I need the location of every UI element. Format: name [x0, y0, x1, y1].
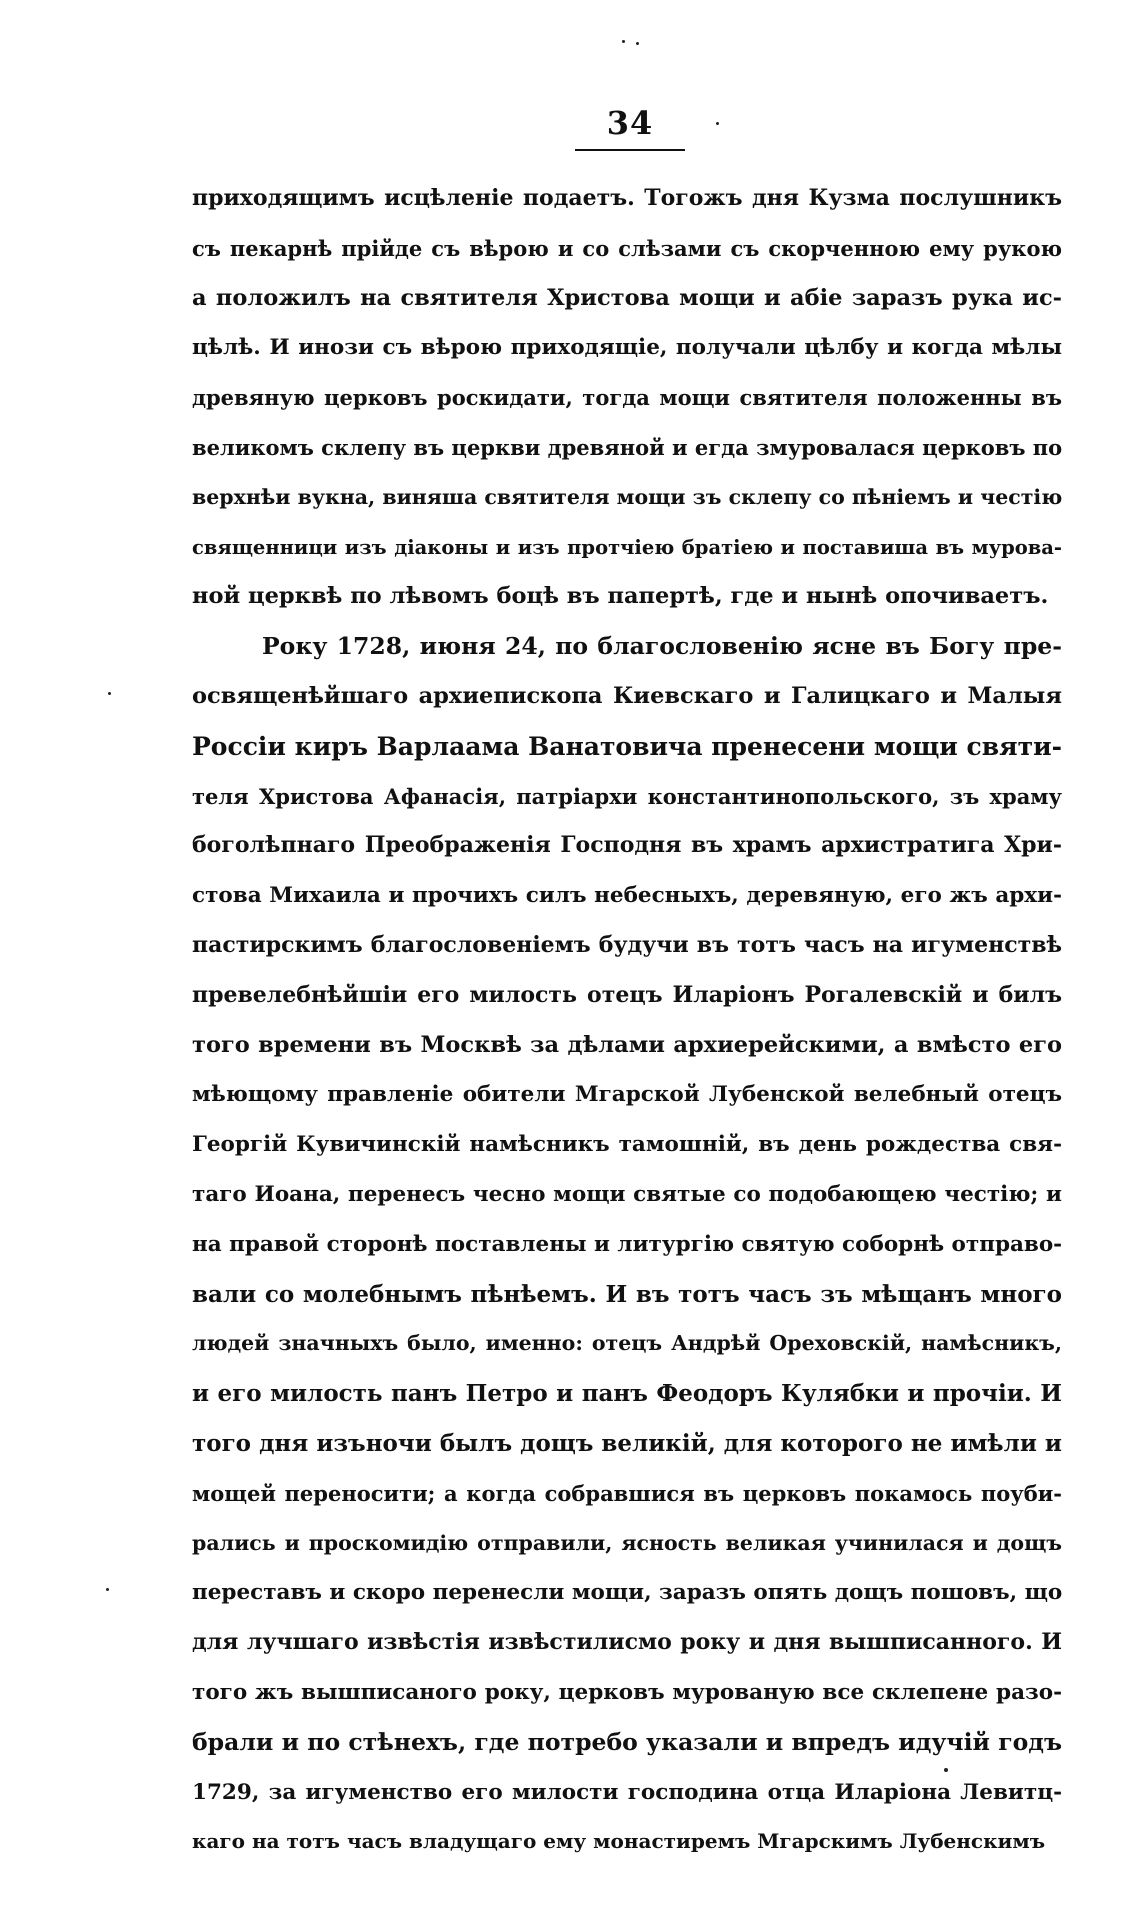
text-line: верхнѣи вукна, виняша святителя мощи зъ склепу со пѣніемъ и честію	[192, 484, 1063, 509]
page-number: 34	[606, 104, 654, 142]
text-line: превелебнѣйшіи его милость отецъ Иларіонъ Рогалевскій и билъ	[192, 981, 1062, 1008]
print-speck	[106, 1588, 109, 1591]
text-line: того дня изъночи былъ дощъ великій, для которого не имѣли и	[192, 1429, 1062, 1457]
paragraph-start-line: Року 1728, июня 24, по благословенію ясне въ Богу пре-	[262, 632, 1062, 661]
text-line: приходящимъ исцѣленіе подаетъ. Тогожъ дня Кузма послушникъ	[192, 185, 1062, 211]
text-line: древяную церковъ роскидати, тогда мощи святителя положенны въ	[192, 385, 1062, 411]
text-line: а положилъ на святителя Христова мощи и абіе заразъ рука ис-	[192, 284, 1062, 311]
text-line: того времени въ Москвѣ за дѣлами архиерейскими, а вмѣсто его	[192, 1031, 1062, 1058]
text-line: мѣющому правленіе обители Мгарской Лубенской велебный отецъ	[192, 1082, 1062, 1108]
text-line: стова Михаила и прочихъ силъ небесныхъ, деревяную, его жъ архи-	[192, 883, 1062, 909]
text-line: людей значныхъ было, именно: отецъ Андрѣй Ореховскій, намѣсникъ,	[192, 1331, 1062, 1356]
print-speck	[108, 692, 111, 695]
page-number-rule	[575, 149, 685, 151]
text-line: брали и по стѣнехъ, где потребо указали и впредъ идучій годъ	[192, 1727, 1062, 1756]
text-line: священници изъ діаконы и изъ протчіею братіею и поставиша въ мурова-	[192, 535, 1062, 559]
text-line: того жъ вышписаного року, церковъ мурованую все склепене разо-	[192, 1679, 1062, 1705]
text-line: Георгій Кувичинскій намѣсникъ тамошній, въ день рождества свя-	[192, 1132, 1062, 1158]
text-line: таго Иоана, перенесъ чесно мощи святые со подобающею честію; и	[192, 1181, 1062, 1207]
text-line: на правой сторонѣ поставлены и литургію святую соборнѣ отправо-	[192, 1231, 1063, 1257]
print-speck	[944, 1768, 948, 1772]
paragraph-end-line: ной церквѣ по лѣвомъ боцѣ въ папертѣ, где и нынѣ опочиваетъ.	[192, 583, 1049, 610]
text-line: съ пекарнѣ прійде съ вѣрою и со слѣзами съ скорченною ему рукою	[192, 235, 1062, 261]
body-text	[192, 174, 1062, 1867]
text-line: каго на тотъ часъ владущаго ему монастиремъ Мгарскимъ Лубенскимъ	[192, 1829, 1046, 1854]
text-line: для лучшаго извѣстія извѣстилисмо року и дня вышписанного. И	[192, 1629, 1062, 1656]
text-line: вали со молебнымъ пѣнѣемъ. И въ тотъ часъ зъ мѣщанъ много	[192, 1280, 1062, 1308]
text-line: Россіи киръ Варлаама Ванатовича пренесени мощи святи-	[192, 731, 1062, 761]
text-line: 1729, за игуменство его милости господина отца Иларіона Левитц-	[192, 1779, 1062, 1805]
print-speck	[636, 42, 639, 45]
print-speck	[716, 122, 719, 125]
text-line: пастирскимъ благословеніемъ будучи въ тотъ часъ на игуменствѣ	[192, 931, 1062, 958]
text-line: рались и проскомидію отправили, ясность великая учинилася и дощъ	[192, 1530, 1062, 1555]
text-line: освященѣйшаго архиепископа Киевскаго и Галицкаго и Малыя	[192, 682, 1062, 709]
text-line: цѣлѣ. И инози съ вѣрою приходящіе, получали цѣлбу и когда мѣлы	[192, 335, 1062, 361]
text-line: мощей переносити; а когда собравшися въ церковъ покамось поуби-	[192, 1480, 1062, 1506]
text-line: и его милость панъ Петро и панъ Феодоръ Кулябки и прочіи. И	[192, 1380, 1062, 1408]
text-line: боголѣпнаго Преображенія Господня въ храмъ архистратига Хри-	[192, 832, 1062, 859]
text-line: теля Христова Афанасія, патріархи константинопольского, зъ храму	[192, 783, 1062, 809]
text-line: переставъ и скоро перенесли мощи, заразъ опять дощъ пошовъ, що	[192, 1580, 1063, 1606]
text-line: великомъ склепу въ церкви древяной и егда змуровалася церковъ по	[192, 434, 1063, 460]
print-speck	[622, 40, 625, 43]
